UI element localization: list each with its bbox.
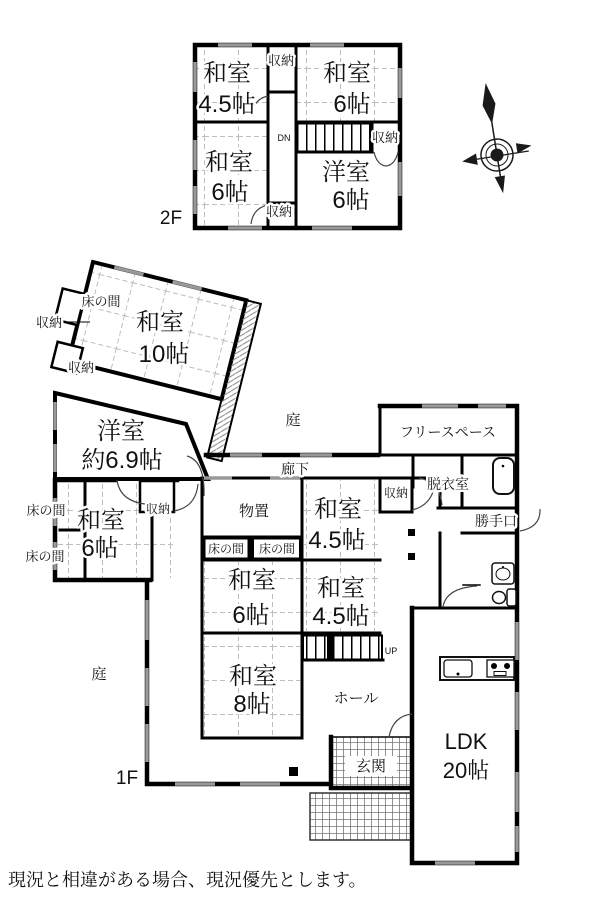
- room-2f-washitsu-tr-size: 6帖: [333, 91, 371, 118]
- room-youshitsu-69-size: 約6.9帖: [81, 447, 163, 474]
- room-washitsu-45-upper-name: 和室: [314, 496, 362, 523]
- room-washitsu-10-size: 10帖: [138, 341, 190, 368]
- room-2f-washitsu-tl-name: 和室: [203, 60, 251, 87]
- floor2-label: 2F: [159, 208, 183, 229]
- floor2-plan: [160, 45, 400, 229]
- floor1-label: 1F: [115, 768, 139, 789]
- back-door-label: 勝手口: [475, 513, 517, 529]
- room-washitsu-8-name: 和室: [229, 663, 277, 690]
- closet-2f-top-label: 収納: [267, 53, 295, 68]
- post-marker: [289, 767, 298, 776]
- hall-label: ホール: [333, 690, 379, 707]
- tokonoma-west-lower-label: 床の間: [25, 549, 65, 564]
- room-washitsu-6-west-name: 和室: [77, 507, 125, 534]
- compass-icon: [452, 80, 536, 197]
- stairs-1f: [303, 636, 382, 660]
- stairs-1f-divider: [327, 634, 334, 661]
- room-washitsu-45-lower-size: 4.5帖: [312, 603, 370, 630]
- kitchen-sink-icon: [444, 660, 472, 677]
- closet-2f-bottom-label: 収納: [265, 204, 293, 219]
- dressing-room-label: 脱衣室: [427, 476, 469, 492]
- bathtub-icon: [493, 458, 514, 494]
- room-washitsu-45-upper-size: 4.5帖: [308, 527, 366, 554]
- room-washitsu-45-lower-name: 和室: [317, 575, 365, 602]
- post-marker: [408, 529, 415, 536]
- floor1-plan: [25, 256, 540, 863]
- porch-hatch: [310, 793, 413, 840]
- room-2f-washitsu-bl-name: 和室: [205, 149, 253, 176]
- closet-east-label: 収納: [383, 486, 409, 500]
- room-washitsu-6-center-size: 6帖: [232, 602, 270, 629]
- stairs-1f-up-label: UP: [384, 646, 398, 656]
- garden-southwest-label: 庭: [91, 666, 107, 683]
- free-space-label: フリースペース: [399, 424, 497, 440]
- closet-rotated-lower-label: 収納: [67, 360, 95, 375]
- tokonoma-west-upper-label: 床の間: [26, 503, 66, 518]
- room-washitsu-6-west-size: 6帖: [81, 535, 119, 562]
- tokonoma-rotated-label: 床の間: [81, 294, 121, 309]
- room-washitsu-6-center-name: 和室: [228, 567, 276, 594]
- stairs-2f-dn-label: DN: [277, 133, 291, 143]
- closet-2f-mid-label: 収納: [371, 130, 399, 145]
- room-ldk-size: 20帖: [442, 758, 490, 783]
- stairs-2f: [298, 124, 372, 152]
- toilet-icon: [493, 589, 517, 606]
- entrance-label: 玄関: [355, 758, 387, 775]
- washbasin-icon: [492, 563, 514, 584]
- closet-rotated-upper-label: 収納: [35, 315, 63, 330]
- kitchen-counter-icon: [440, 657, 514, 680]
- post-marker: [408, 553, 415, 560]
- room-washitsu-10-name: 和室: [136, 309, 184, 336]
- room-youshitsu-69-name: 洋室: [97, 418, 145, 445]
- tokonoma-center-left-label: 床の間: [207, 542, 245, 556]
- room-2f-youshitsu-br-name: 洋室: [322, 159, 370, 186]
- tokonoma-center-right-label: 床の間: [258, 542, 296, 556]
- corridor-label: 廊下: [281, 461, 309, 477]
- storage-room-label: 物置: [238, 503, 270, 520]
- closet-west-label: 収納: [145, 502, 171, 516]
- disclaimer-text: 現況と相違がある場合、現況優先とします。: [8, 870, 367, 890]
- room-2f-washitsu-tr-name: 和室: [323, 60, 371, 87]
- stove-icon: [487, 660, 514, 677]
- room-2f-washitsu-tl-size: 4.5帖: [198, 91, 256, 118]
- room-ldk-name: LDK: [444, 729, 488, 754]
- room-2f-washitsu-bl-size: 6帖: [211, 179, 249, 206]
- garden-courtyard-label: 庭: [285, 412, 301, 429]
- room-2f-youshitsu-br-size: 6帖: [332, 187, 370, 214]
- room-washitsu-8-size: 8帖: [233, 691, 271, 718]
